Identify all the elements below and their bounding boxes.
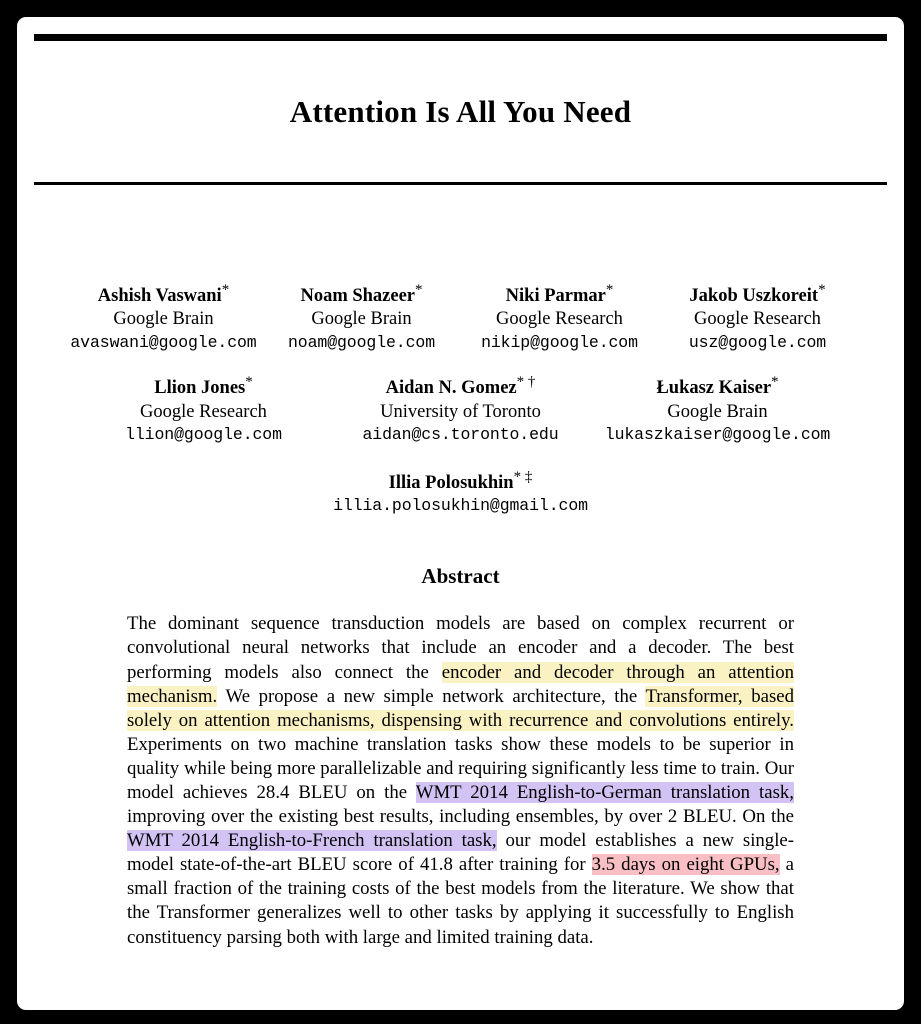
author-name-text: Jakob Uszkoreit: [689, 285, 819, 306]
abstract-text-run: Experiments on two machine translation tasks show these models to be superior in quality while being more parallelizable and requiring significantly less time to train. Our model achieves 28.4 BLEU on the: [127, 733, 794, 803]
author-name-text: Łukasz Kaiser: [656, 378, 772, 399]
abstract-highlight-yellow: encoder and decoder through an attention mechanism.: [127, 661, 794, 707]
author-name-text: Llion Jones: [154, 378, 246, 399]
author-name: [589, 373, 846, 401]
author-name: [263, 281, 461, 309]
abstract-text-run: a small fraction of the training costs of the best models from the literature. We show that the Transformer generalizes well to other tasks by applying it successfully to English constituency parsing both with large and limited training data.: [127, 854, 794, 948]
author-affiliation: Google Research: [496, 309, 623, 330]
author-footnote-mark: * ‡: [513, 468, 533, 485]
title-rule-top: [34, 34, 887, 41]
author-footnote-mark: *: [771, 373, 779, 390]
author-email[interactable]: aidan@cs.toronto.edu: [362, 425, 559, 445]
author-email[interactable]: avaswani@google.com: [70, 332, 257, 352]
abstract-paragraph: [127, 612, 794, 949]
author-affiliation: Google Research: [694, 309, 821, 330]
author-footnote-mark: *: [818, 281, 826, 298]
author-entry: [65, 281, 263, 353]
author-row: [34, 373, 887, 445]
author-name: [461, 281, 659, 309]
author-block: [34, 185, 887, 517]
abstract-text-run: our model establishes a new single-model state-of-the-art BLEU score of 41.8 after training for: [127, 830, 795, 876]
abstract-highlight-pink: 3.5 days on eight GPUs,: [591, 854, 780, 876]
author-email[interactable]: illia.polosukhin@gmail.com: [333, 496, 588, 516]
author-name: [332, 373, 589, 401]
author-affiliation: Google Brain: [113, 309, 214, 330]
author-name-text: Illia Polosukhin: [388, 472, 514, 493]
author-row: [34, 281, 887, 353]
paper-content: [17, 17, 904, 950]
abstract-heading: Abstract: [421, 564, 500, 589]
author-email[interactable]: llion@google.com: [125, 425, 282, 445]
author-name: [291, 468, 631, 496]
author-affiliation: Google Brain: [667, 401, 768, 422]
author-entry: [461, 281, 659, 353]
paper-page: [17, 17, 904, 1010]
author-entry: [332, 373, 589, 445]
abstract-highlight-yellow: Transformer, based solely on attention mechanisms, dispensing with recurrence and convolutions entirely.: [127, 685, 794, 731]
author-name: [75, 373, 332, 401]
abstract-highlight-purple: WMT 2014 English-to-French translation task,: [127, 830, 497, 852]
author-footnote-mark: *: [245, 373, 253, 390]
author-name: [659, 281, 857, 309]
author-email[interactable]: lukaszkaiser@google.com: [604, 425, 831, 445]
author-name-text: Noam Shazeer: [300, 285, 416, 306]
author-affiliation: Google Brain: [311, 309, 412, 330]
author-entry: [75, 373, 332, 445]
author-footnote-mark: *: [605, 281, 614, 298]
author-name: [65, 281, 263, 309]
abstract-text-run: improving over the existing best results, including ensembles, by over 2 BLEU. On the: [127, 806, 794, 828]
author-entry: [263, 281, 461, 353]
author-footnote-mark: *: [221, 281, 230, 298]
author-name-text: Niki Parmar: [505, 285, 606, 306]
author-affiliation: Google Research: [140, 401, 267, 422]
abstract-text-run: The dominant sequence transduction models are based on complex recurrent or convolutional neural networks that include an encoder and a decoder. The best performing models also connect the: [127, 613, 794, 683]
author-entry: [291, 468, 631, 517]
author-entry: [659, 281, 857, 353]
author-name-text: Ashish Vaswani: [97, 285, 222, 306]
author-email[interactable]: noam@google.com: [287, 332, 436, 352]
author-footnote-mark: * †: [516, 373, 536, 390]
author-entry: [589, 373, 846, 445]
abstract-highlight-purple: WMT 2014 English-to-German translation task,: [415, 781, 794, 803]
author-row: [34, 468, 887, 517]
author-footnote-mark: *: [415, 281, 423, 298]
author-name-text: Aidan N. Gomez: [385, 378, 517, 399]
author-email[interactable]: nikip@google.com: [481, 332, 638, 352]
author-email[interactable]: usz@google.com: [688, 332, 827, 352]
author-affiliation: University of Toronto: [380, 401, 541, 422]
abstract-text-run: We propose a new simple network architecture, the: [217, 685, 646, 707]
page-title: Attention Is All You Need: [289, 93, 632, 129]
